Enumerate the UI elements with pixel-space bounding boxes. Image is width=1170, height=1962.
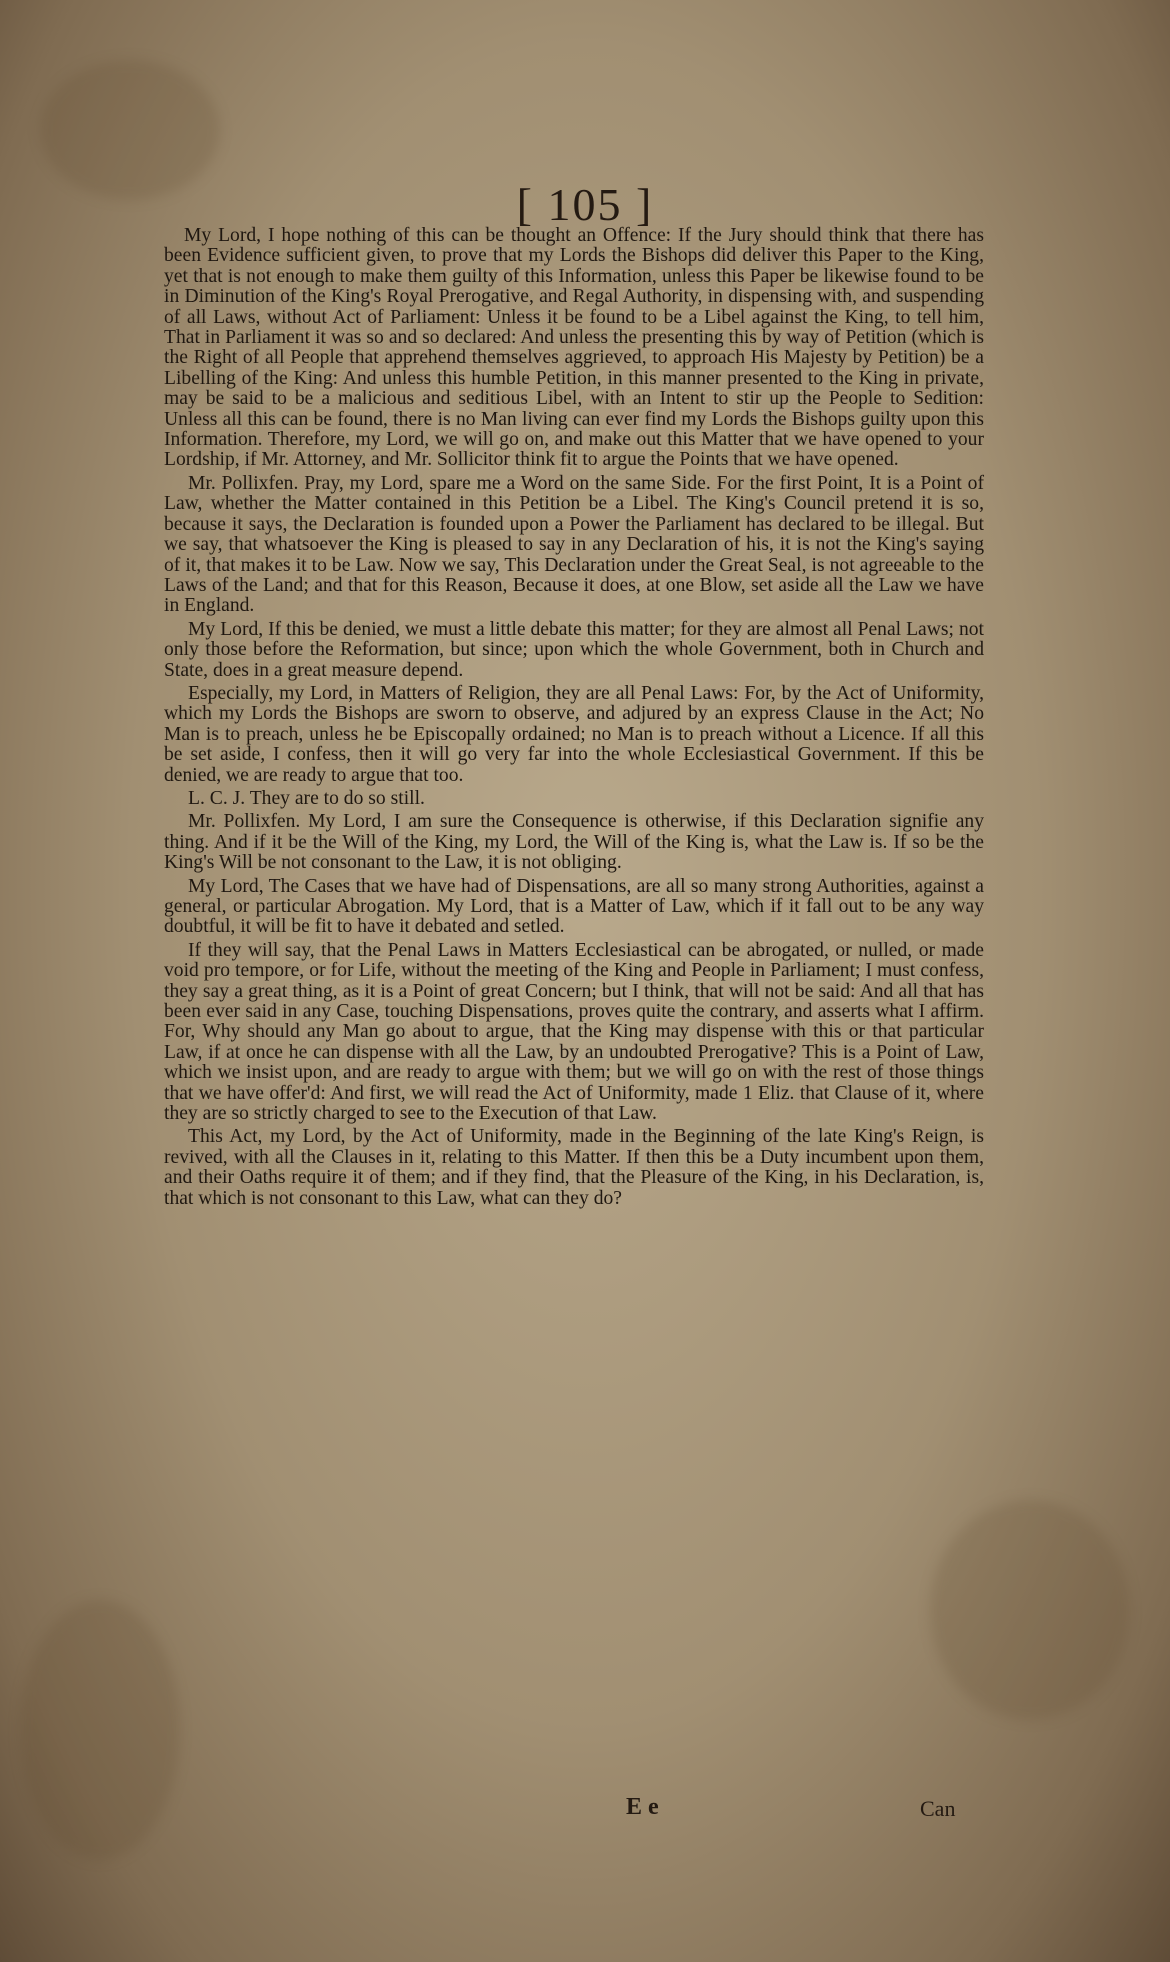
paragraph: If they will say, that the Penal Laws in Matters Ecclesiastical can be abrogated, or nulled, or made void pro tempore, or for Life, without the meeting of the King and People in Parliament; I must confess, they say a great thing, as it is a Point of great Concern; but I think, that will not be said: And all that has been ever said in any Case, touching Dispensations, proves quite the contrary, and asserts what I affirm. For, Why should any Man go about to argue, that the King may dispense with this or that particular Law, if at once he can dispense with all the Law, by an undoubted Prerogative? This is a Point of Law, which we insist upon, and are ready to argue with them; but we will go on with the rest of those things that we have offer'd: And first, we will read the Act of Uniformity, made 1 Eliz. that Clause of it, where they are so strictly charged to see to the Execution of that Law. — [164, 939, 984, 1125]
paragraph: L. C. J. They are to do so still. — [188, 787, 425, 809]
body-text — [164, 226, 984, 1212]
paragraph: Mr. Pollixfen. My Lord, I am sure the Consequence is otherwise, if this Declaration signifie any thing. And if it be the Will of the King, my Lord, the Will of the King is, what the Law is. If so be the King's Will be not consonant to the Law, it is not obliging. — [164, 811, 984, 874]
paragraph: My Lord, I hope nothing of this can be thought an Offence: If the Jury should think that there has been Evidence sufficient given, to prove that my Lords the Bishops did deliver this Paper to the King, yet that is not enough to make them guilty of this Information, unless this Paper be likewise found to be in Diminution of the King's Royal Prerogative, and Regal Authority, in dispensing with, and suspending of all Laws, without Act of Parliament: Unless it be found to be a Libel against the King, to tell him, That in Parliament it was so and so declared: And unless the presenting this by way of Petition (which is the Right of all People that apprehend themselves aggrieved, to approach His Majesty by Petition) be a Libelling of the King: And unless this humble Petition, in this manner presented to the King in private, may be said to be a malicious and seditious Libel, with an Intent to stir up the People to Sedition: Unless all this can be found, there is no Man living can ever find my Lords the Bishops guilty upon this Information. Therefore, my Lord, we will go on, and make out this Matter that we have opened to your Lordship, if Mr. Attorney, and Mr. Sollicitor think fit to argue the Points that we have opened. — [164, 225, 984, 471]
paper-stain — [930, 1500, 1130, 1720]
paragraph: Especially, my Lord, in Matters of Religion, they are all Penal Laws: For, by the Act of Uniformity, which my Lords the Bishops are sworn to observe, and adjured by an express Clause in the Act; No Man is to preach, unless he be Episcopally ordained; no Man is to preach without a Licence. If all this be set aside, I confess, then it will go very far into the whole Ecclesiastical Government. If this be denied, we are ready to argue that too. — [164, 682, 984, 786]
paper-stain — [20, 1600, 180, 1860]
paragraph: Mr. Pollixfen. Pray, my Lord, spare me a Word on the same Side. For the first Point, It is a Point of Law, whether the Matter contained in this Petition be a Libel. The King's Council pretend it is so, because it says, the Declaration is founded upon a Power the Parliament has declared to be illegal. But we say, that whatsoever the King is pleased to say in any Declaration of his, it is not the King's saying of it, that makes it to be Law. Now we say, This Declaration under the Great Seal, is not agreeable to the Laws of the Land; and that for this Reason, Because it does, at one Blow, set aside all the Law we have in England. — [164, 472, 984, 617]
catchword: Can — [920, 1796, 956, 1821]
paragraph: My Lord, If this be denied, we must a little debate this matter; for they are almost all Penal Laws; not only those before the Reformation, but since; upon which the whole Government, both in Church and State, does in a great measure depend. — [164, 618, 984, 681]
page-number-header: [ 105 ] — [516, 179, 654, 230]
paragraph: My Lord, The Cases that we have had of Dispensations, are all so many strong Authorities, against a general, or particular Abrogation. My Lord, that is a Matter of Law, which if it fall out to be any way doubtful, it will be fit to have it debated and setled. — [164, 875, 984, 938]
paragraph: This Act, my Lord, by the Act of Uniformity, made in the Beginning of the late King's Reign, is revived, with all the Clauses in it, relating to this Matter. If then this be a Duty incumbent upon them, and their Oaths require it of them; and if they find, that the Pleasure of the King, in his Declaration, is, that which is not consonant to this Law, what can they do? — [164, 1126, 984, 1209]
signature-mark: E e — [626, 1794, 659, 1820]
